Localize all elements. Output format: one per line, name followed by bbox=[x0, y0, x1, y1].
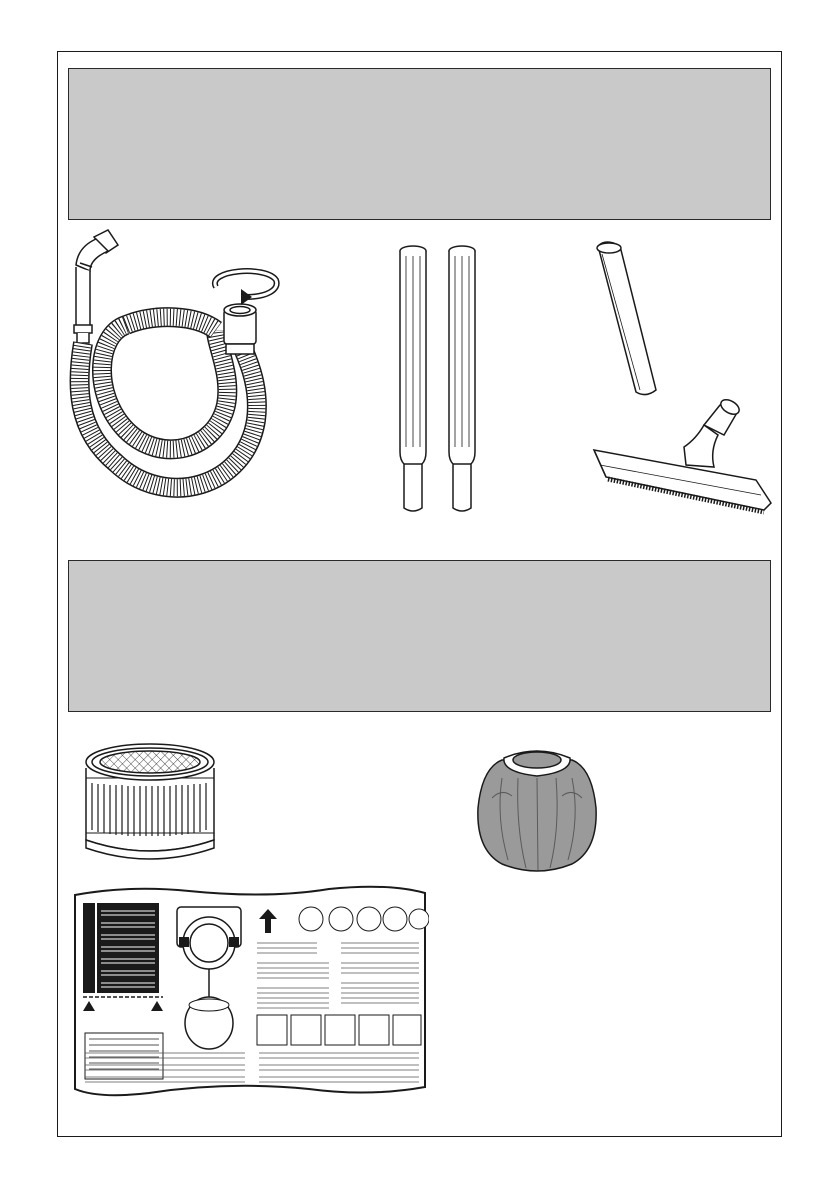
cartridge-filter-icon bbox=[80, 738, 220, 863]
paper-bag-icon bbox=[69, 883, 429, 1106]
cloth-filter-icon bbox=[472, 738, 602, 878]
hose-icon bbox=[66, 225, 286, 525]
extension-tubes-icon bbox=[394, 242, 494, 514]
crevice-tool-icon bbox=[590, 240, 670, 400]
floor-nozzle-icon bbox=[586, 395, 786, 520]
accessories-banner bbox=[68, 68, 771, 220]
filters-banner bbox=[68, 560, 771, 712]
